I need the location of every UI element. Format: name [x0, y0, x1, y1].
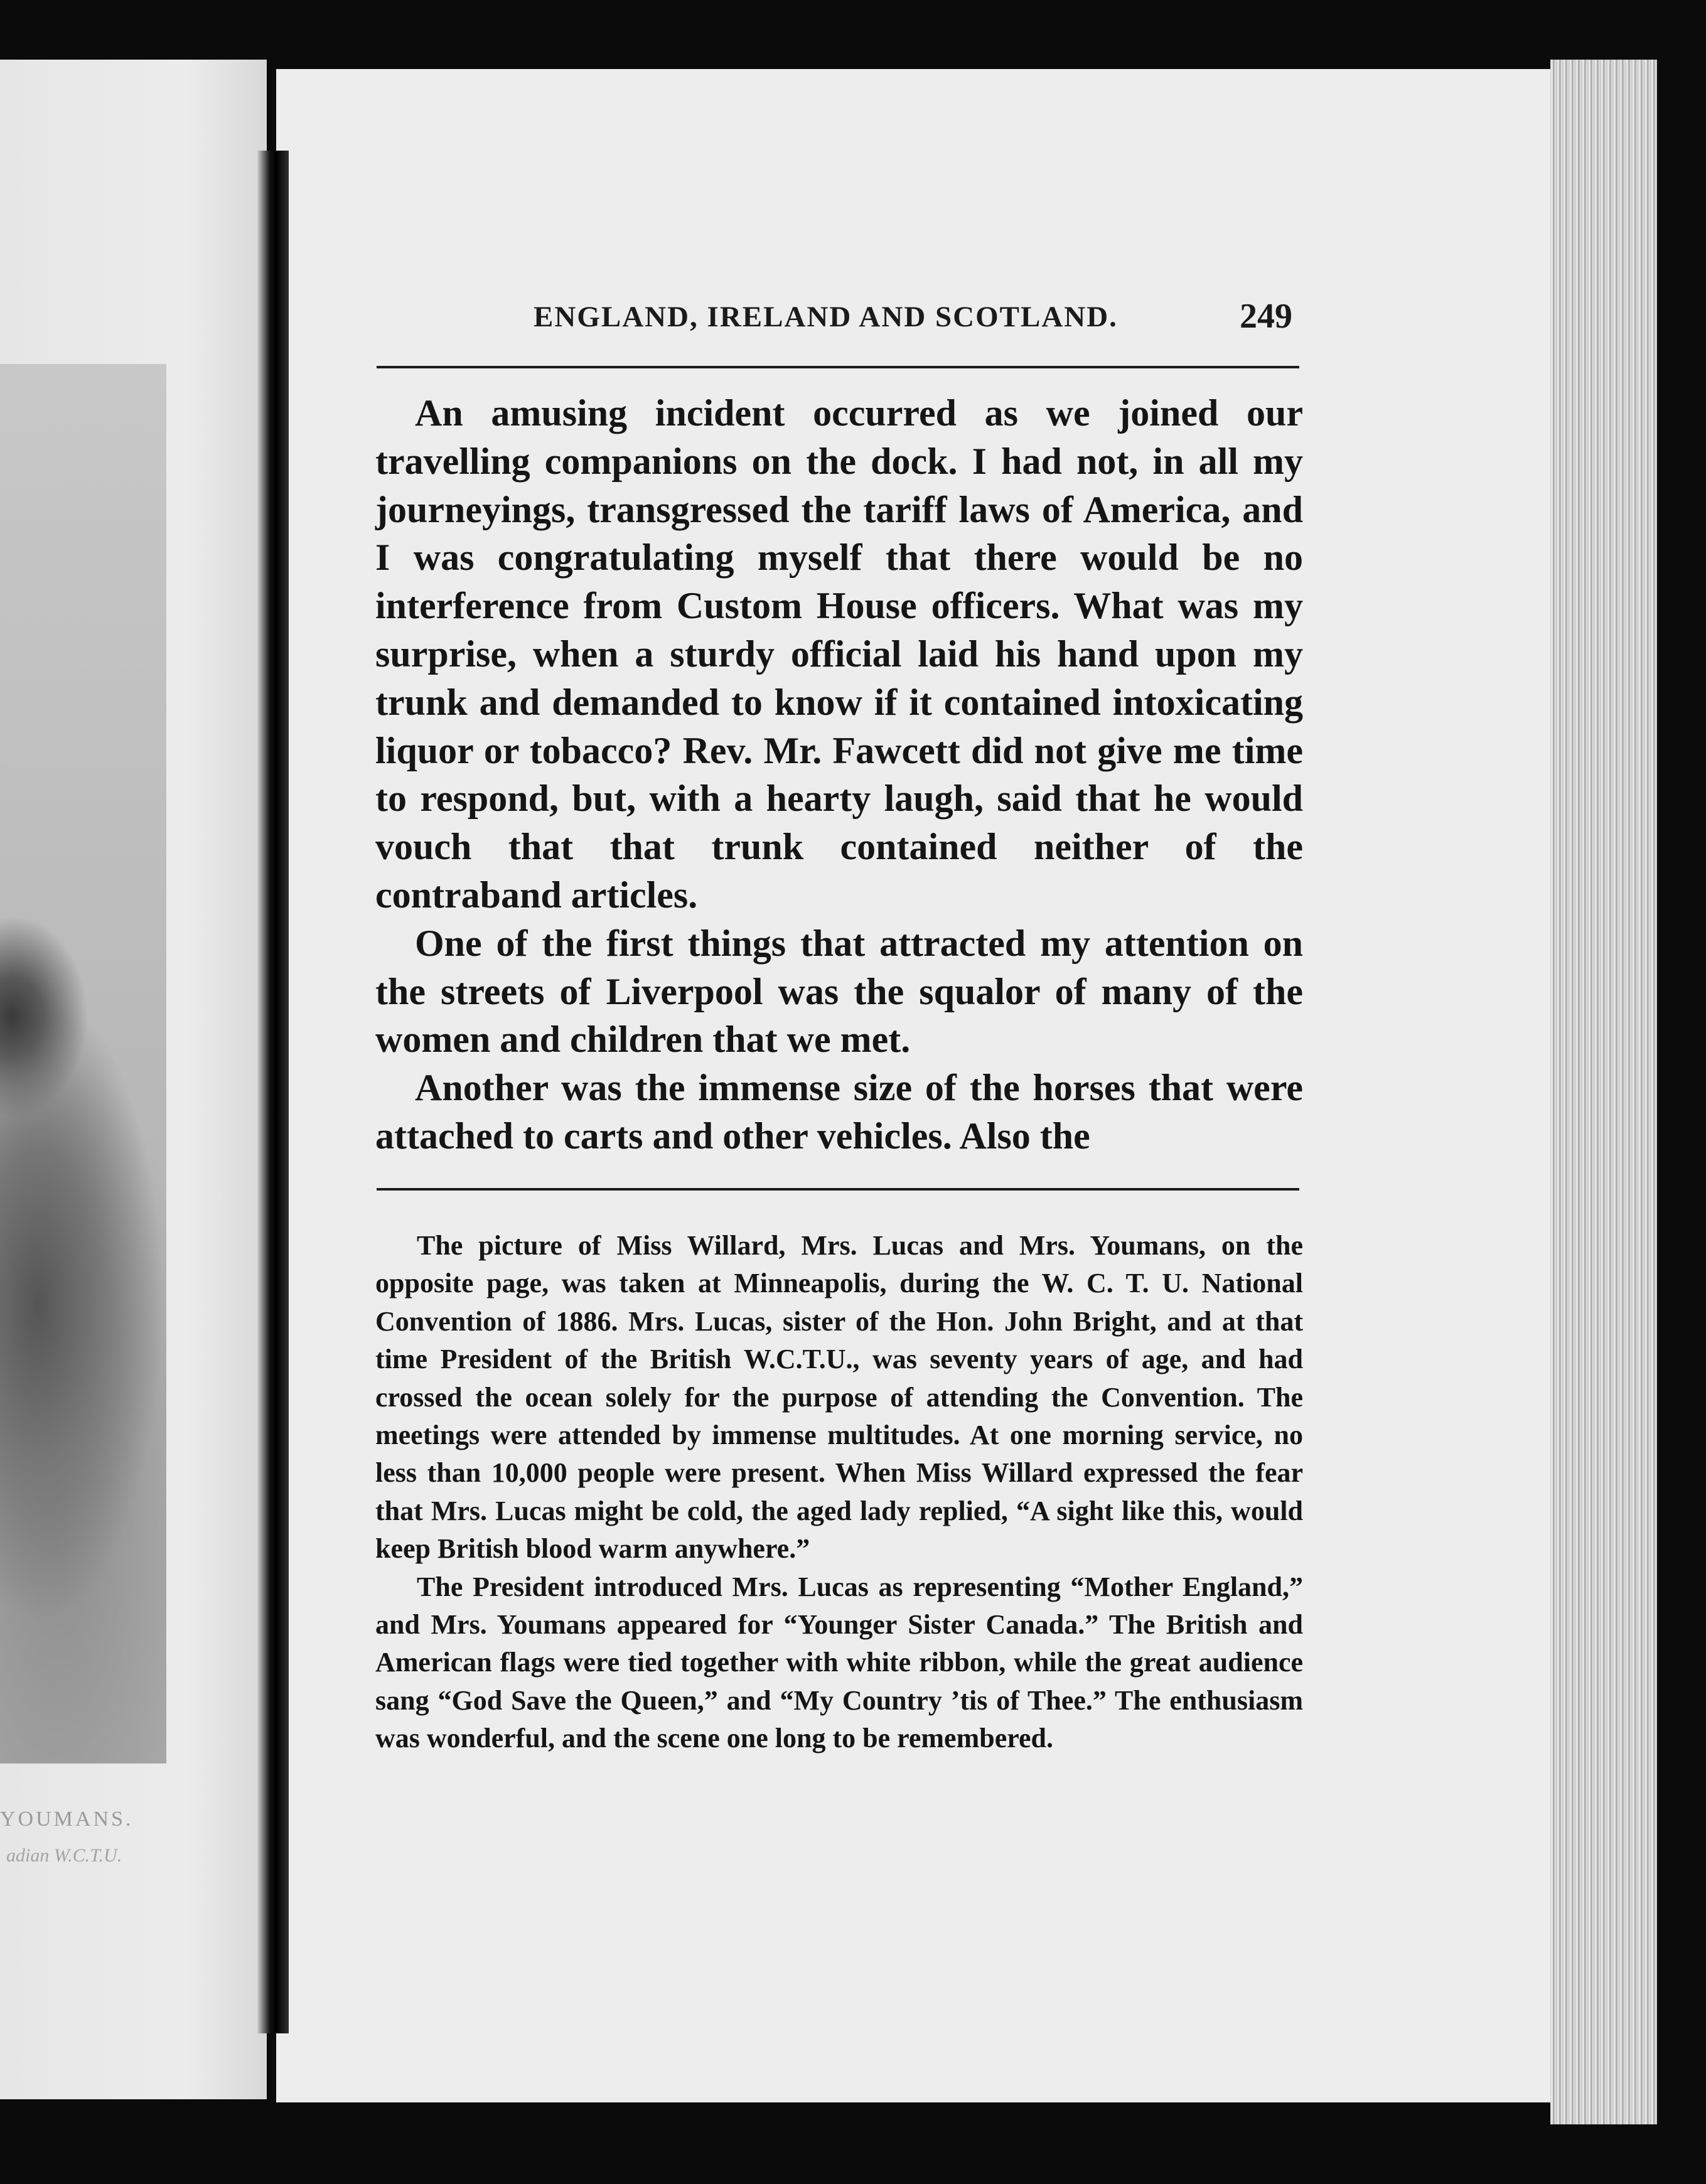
footnote-paragraph: The picture of Miss Willard, Mrs. Lucas and Mrs. Youmans, on the opposite page, was taken at Minneapolis, during the W. C. T. U. National Convention of 1886. Mrs. Lucas, sister of the Hon. John Bright, and at that time President of the British W.C.T.U., was seventy years of age, and had crossed the ocean solely for the purpose of attending the Convention. The meetings were attended by immense multitudes. At one morning service, no less than 10,000 people were present. When Miss Willard expressed the fear that Mrs. Lucas might be cold, the aged lady replied, “A sight like this, would keep British blood warm anywhere.”: [375, 1230, 1303, 1565]
body-paragraph: One of the first things that attracted my attention on the streets of Liverpool was the squalor of many of the women and children that we met.: [375, 922, 1303, 1061]
body-text: [375, 389, 1303, 1160]
footnote-rule: [377, 1188, 1299, 1191]
header-rule: [377, 366, 1299, 368]
facing-page: [0, 60, 267, 2099]
footnote: [375, 1227, 1303, 1758]
body-paragraph: An amusing incident occurred as we joined our travelling companions on the dock. I had not, in all my journeyings, transgressed the tariff laws of America, and I was congratulating myself that there would be no interference from Custom House officers. What was my surprise, when a sturdy official laid his hand upon my trunk and demanded to know if it contained intoxicating liquor or tobacco? Rev. Mr. Fawcett did not give me time to respond, but, with a hearty laugh, said that he would vouch that that trunk contained neither of the contraband articles.: [375, 392, 1303, 916]
portrait-photograph: [0, 364, 166, 1764]
plate-caption-name: YOUMANS.: [0, 1807, 134, 1831]
page-number: 249: [1240, 297, 1292, 336]
body-paragraph: Another was the immense size of the horses that were attached to carts and other vehicles. Also the: [375, 1067, 1303, 1157]
book-gutter: [257, 151, 289, 2033]
plate-caption-subtitle: adian W.C.T.U.: [6, 1845, 122, 1866]
footnote-paragraph: The President introduced Mrs. Lucas as representing “Mother England,” and Mrs. Youmans appeared for “Younger Sister Canada.” The British and American flags were tied together with white ribbon, while the great audience sang “God Save the Queen,” and “My Country ’tis of Thee.” The enthusiasm was wonderful, and the scene one long to be remembered.: [375, 1571, 1303, 1754]
page-edges: [1550, 60, 1657, 2124]
running-head: ENGLAND, IRELAND AND SCOTLAND.: [534, 301, 1118, 333]
